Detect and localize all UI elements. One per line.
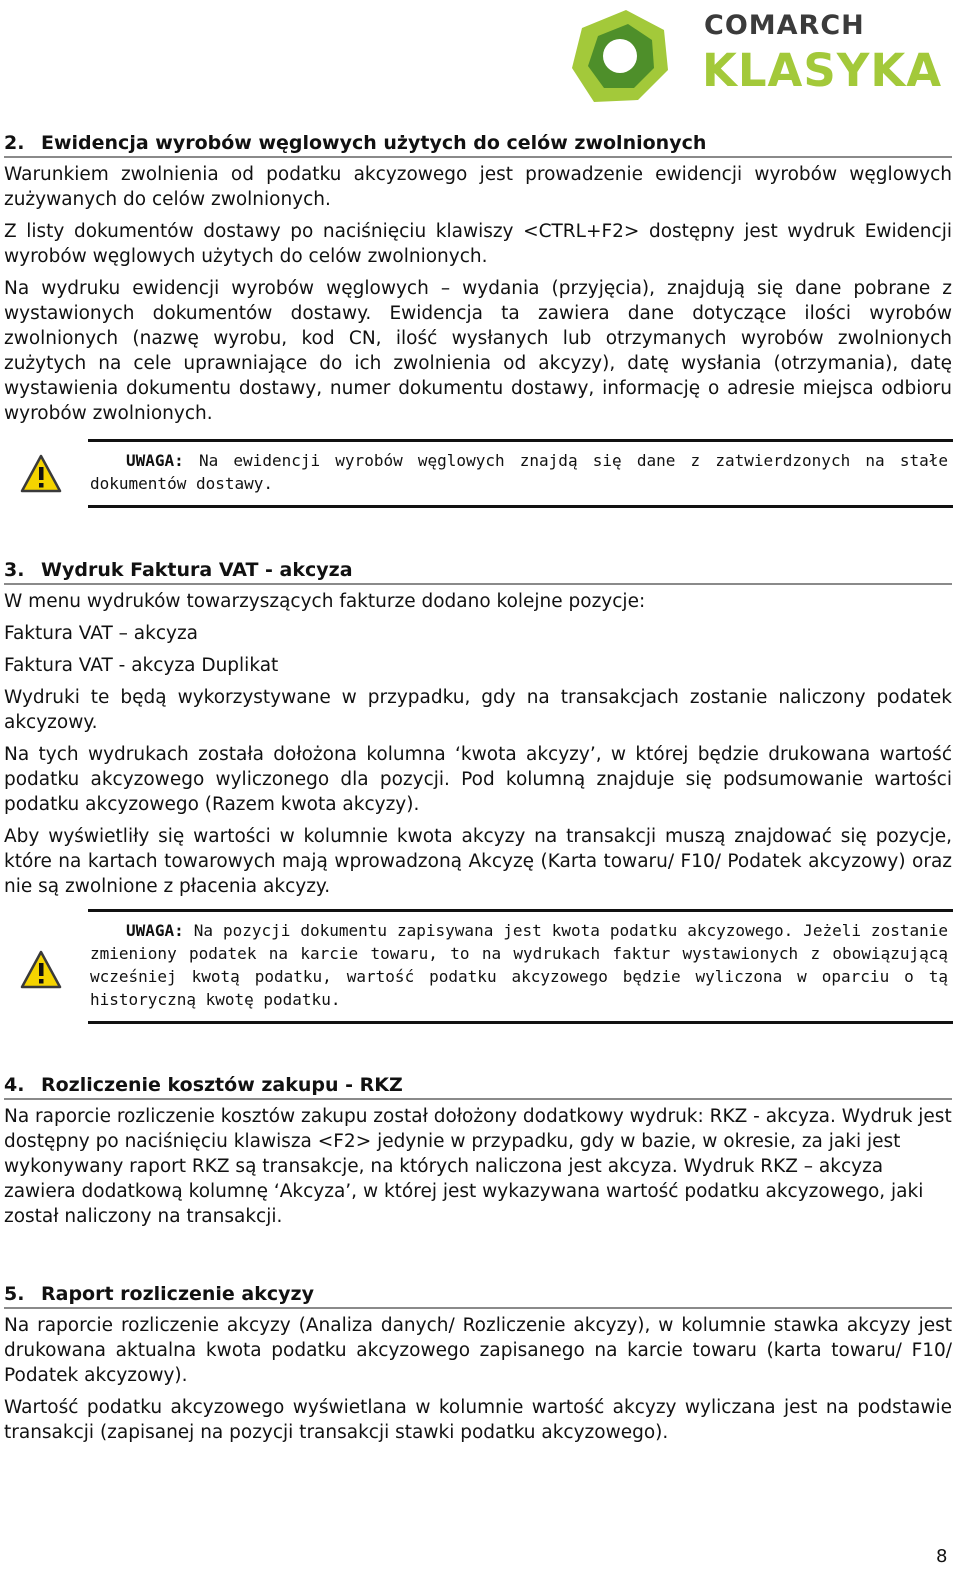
paragraph: Na raporcie rozliczenie kosztów zakupu został dołożony dodatkowy wydruk: RKZ - akcyza. Wydruk jest dostępny po naciśnięciu klawisza <F2> jedynie w przypadku, gdy w bazie, w okresie, za jaki jest wykonywany raport RKZ są transakcje, na których naliczona jest akcyza. Wydruk RKZ – akcyza zawiera dodatkową kolumnę ‘Akcyza’, w której jest wykazywana wartość podatku akcyzowego, jaki został naliczony na transakcji. — [4, 1106, 952, 1227]
paragraph: W menu wydruków towarzyszących fakturze dodano kolejne pozycje: — [4, 591, 646, 612]
logo-mark-icon — [568, 6, 672, 106]
comarch-klasyka-logo — [568, 6, 943, 106]
section-faktura-vat-akcyza — [4, 559, 952, 906]
section-heading — [4, 1074, 952, 1100]
note-rule-bottom — [88, 505, 953, 508]
note-label: UWAGA: — [126, 451, 184, 470]
note-rule-top — [88, 909, 953, 912]
page-number: 8 — [936, 1546, 948, 1567]
section-title: Wydruk Faktura VAT - akcyza — [41, 559, 353, 581]
warning-icon — [20, 949, 62, 991]
logo-text-klasyka: KLASYKA — [702, 44, 943, 97]
note-text — [90, 449, 948, 495]
note-rule-bottom — [88, 1021, 953, 1024]
section-number: 5. — [4, 1283, 25, 1305]
paragraph: Warunkiem zwolnienia od podatku akcyzowego jest prowadzenie ewidencji wyrobów węglowych zużywanych do celów zwolnionych. — [4, 164, 952, 210]
section-heading — [4, 1283, 952, 1309]
paragraph: Na wydruku ewidencji wyrobów węglowych – wydania (przyjęcia), znajdują się dane pobrane z wystawionych dokumentów dostawy. Ewidencja ta zawiera dane dotyczące ilości wyrobów zwolnionych (nazwę wyrobu, kod CN, ilość wysłanych lub otrzymanych wyrobów zwolnionych zużytych na cele uprawniające do ich zwolnienia od akcyzy), datę wysłania (otrzymania), datę wystawienia dokumentu dostawy, numer dokumentu dostawy, informację o adresie miejsca odbioru wyrobów zwolnionych. — [4, 278, 952, 424]
section-title: Rozliczenie kosztów zakupu - RKZ — [41, 1074, 403, 1096]
section-number: 4. — [4, 1074, 25, 1096]
section-number: 2. — [4, 132, 25, 154]
section-heading — [4, 559, 952, 585]
note-label: UWAGA: — [126, 921, 184, 940]
paragraph: Faktura VAT – akcyza — [4, 623, 199, 644]
note-rule-top — [88, 439, 953, 442]
section-heading — [4, 132, 952, 158]
section-title: Raport rozliczenie akcyzy — [41, 1283, 314, 1305]
note-body: Na ewidencji wyrobów węglowych znajdą się dane z zatwierdzonych na stałe dokumentów dostawy. — [90, 451, 948, 493]
paragraph: Wydruki te będą wykorzystywane w przypadku, gdy na transakcjach zostanie naliczony podatek akcyzowy. — [4, 687, 952, 733]
warning-note — [0, 439, 960, 511]
note-body: Na pozycji dokumentu zapisywana jest kwota podatku akcyzowego. Jeżeli zostanie zmieniony podatek na karcie towaru, to na wydrukach faktur wystawionych z obowiązującą wcześniej kwotą podatku, wartość podatku akcyzowego będzie wyliczona w oparciu o tą historyczną kwotę podatku. — [90, 921, 948, 1009]
section-raport-rozliczenie-akcyzy — [4, 1283, 952, 1452]
paragraph: Z listy dokumentów dostawy po naciśnięciu klawiszy <CTRL+F2> dostępny jest wydruk Ewidencji wyrobów węglowych użytych do celów zwolnionych. — [4, 221, 952, 267]
section-ewidencja — [4, 132, 952, 433]
paragraph: Na raporcie rozliczenie akcyzy (Analiza danych/ Rozliczenie akcyzy), w kolumnie stawka akcyzy jest drukowana aktualna kwota podatku akcyzowego zapisanego na karcie towaru (karta towaru/ F10/ Podatek akcyzowy). — [4, 1315, 952, 1386]
paragraph: Faktura VAT - akcyza Duplikat — [4, 655, 279, 676]
warning-note — [0, 909, 960, 1029]
logo-text-comarch: COMARCH — [704, 10, 865, 41]
paragraph: Aby wyświetliły się wartości w kolumnie kwota akcyzy na transakcji muszą znajdować się pozycje, które na kartach towarowych mają wprowadzoną Akcyzę (Karta towaru/ F10/ Podatek akcyzowy) oraz nie są zwolnione z płacenia akcyzy. — [4, 826, 952, 897]
paragraph: Wartość podatku akcyzowego wyświetlana w kolumnie wartość akcyzy wyliczana jest na podstawie transakcji (zapisanej na pozycji transakcji stawki podatku akcyzowego). — [4, 1397, 952, 1443]
warning-icon — [20, 453, 62, 495]
section-title: Ewidencja wyrobów węglowych użytych do celów zwolnionych — [41, 132, 707, 154]
note-text — [90, 919, 948, 1011]
section-rkz — [4, 1074, 952, 1236]
section-number: 3. — [4, 559, 25, 581]
paragraph: Na tych wydrukach została dołożona kolumna ‘kwota akcyzy’, w której będzie drukowana wartość podatku akcyzowego wyliczonego dla pozycji. Pod kolumną znajduje się podsumowanie wartości podatku akcyzowego (Razem kwota akcyzy). — [4, 744, 952, 815]
